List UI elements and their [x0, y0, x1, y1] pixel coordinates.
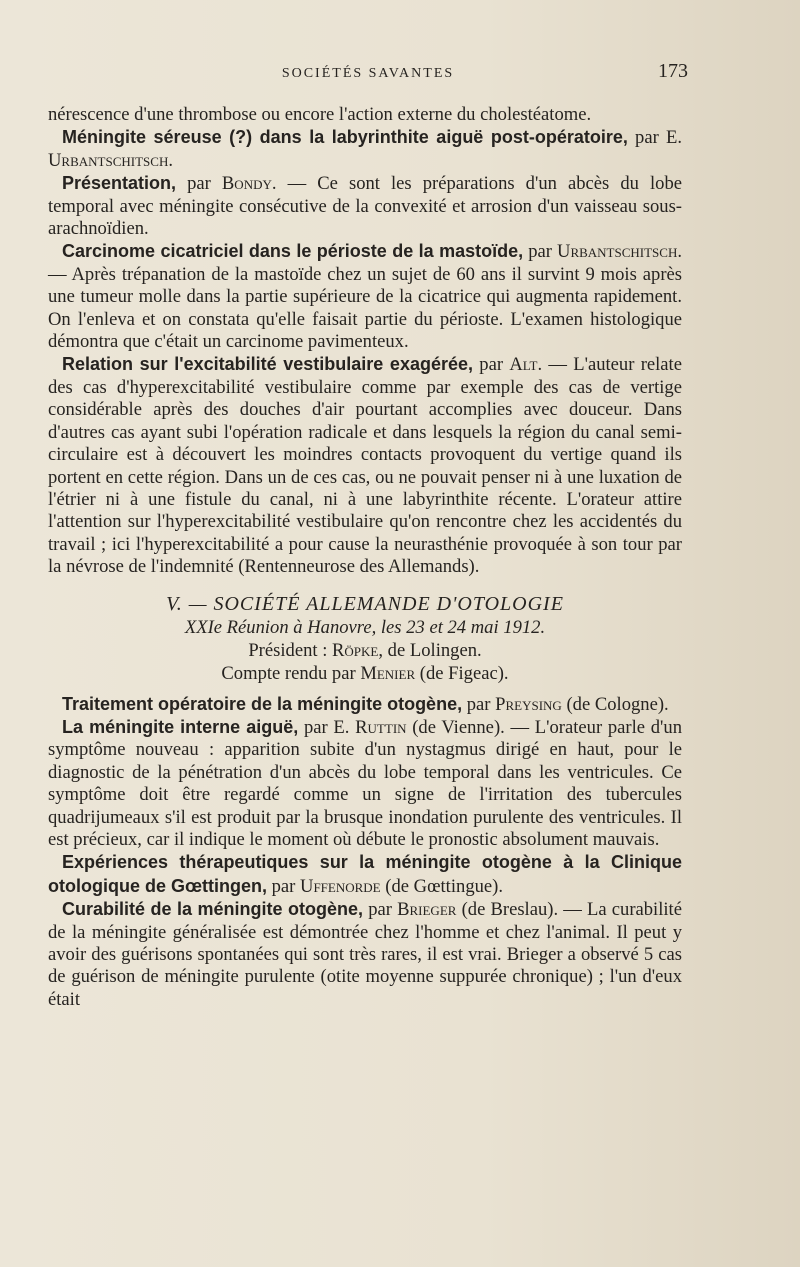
author-name: Bondy — [221, 173, 272, 195]
author-name: Urbantschitsch — [557, 241, 678, 263]
page-body — [48, 104, 682, 1011]
author-name: Urbantschitsch — [48, 149, 169, 171]
author-name: Uffenorde — [300, 875, 381, 897]
paragraph-traitement-operatoire: Traitement opératoire de la méningite otogène, par Preysing (de Cologne). — [62, 693, 669, 715]
author-name: Brieger — [397, 899, 457, 921]
paragraph-meningite-sereuse: Méningite séreuse (?) dans la labyrinthite aiguë post-opératoire, par E. Urbantschitsch. — [48, 127, 682, 171]
report-line: Compte rendu par Menier (de Figeac). — [221, 662, 509, 684]
author-name: Preysing — [495, 693, 562, 715]
meeting-info: XXIe Réunion à Hanovre, les 23 et 24 mai 1912. — [184, 616, 546, 638]
entry-title: Relation sur l'excitabilité vestibulaire exagérée, — [62, 354, 473, 375]
section-heading: V. — SOCIÉTÉ ALLEMANDE D'OTOLOGIE — [166, 592, 564, 615]
entry-title: Carcinome cicatriciel dans le périoste de la mastoïde, — [62, 241, 524, 262]
page-number: 173 — [658, 60, 688, 82]
paragraph-presentation: Présentation, par Bondy. — Ce sont les préparations d'un abcès du lobe temporal avec méningite consécutive de la convexité et arrosion d'un vaisseau sous-arachnoïdien. — [48, 173, 683, 240]
running-title: SOCIÉTÉS SAVANTES — [281, 66, 455, 81]
paragraph-relation-excitabilite: Relation sur l'excitabilité vestibulaire exagérée, par Alt. — L'auteur relate des cas d'hyperexcitabilité vestibulaire comme par exemple des cas de vertige considérable après des douches d'air pourtant accomplies avec douceur. Dans d'autres cas ayant subi l'opération radicale et dans lesquels la région du canal semi-circulaire est à découvert les moindres contacts provoquent du vertige quand ils portent en cette région. Dans un de ces cas, ou ne pouvait penser ni à une luxation de l'étrier ni à une fistule du canal, ni à une labyrinthite récente. L'orateur attire l'attention sur l'hyperexcitabilité vestibulaire qu'on rencontre chez les accidentés du travail ; ici l'hyperexcitabilité a pour cause la neurasthénie provoquée à son tour par la névrose de l'indemnité (Rentenneurose des Allemands). — [48, 354, 682, 578]
author-name: Ruttin — [355, 716, 407, 738]
president-line: Président : Röpke, de Lolingen. — [248, 639, 482, 661]
entry-title: Expériences thérapeutiques sur la méningite otogène à la Clinique otologique de Gœttingen, — [48, 852, 682, 896]
entry-title: Traitement opératoire de la méningite otogène, — [62, 693, 463, 714]
section-heading-block — [48, 593, 682, 685]
paragraph-experiences-therapeutiques: Expériences thérapeutiques sur la méningite otogène à la Clinique otologique de Gœttingen, par Uffenorde (de Gœttingue). — [48, 852, 682, 897]
paragraph-continuation: nérescence d'une thrombose ou encore l'action externe du cholestéatome. — [48, 104, 592, 125]
page-header — [48, 60, 688, 90]
entry-title: Méningite séreuse (?) dans la labyrinthite aiguë post-opératoire, — [62, 127, 628, 148]
entry-title: La méningite interne aiguë, — [62, 716, 299, 737]
paragraph-curabilite: Curabilité de la méningite otogène, par Brieger (de Breslau). — La curabilité de la méningite généralisée est démontrée chez l'homme et chez l'animal. Il peut y avoir des guérisons spontanées qui sont très rares, il est vrai. Brieger a observé 5 cas de guérison de méningite purulente (otite moyenne suppurée chronique) ; l'un d'eux était — [48, 899, 682, 1010]
entry-title: Curabilité de la méningite otogène, — [62, 899, 364, 920]
entry-title: Présentation, — [62, 173, 177, 194]
paragraph-carcinome: Carcinome cicatriciel dans le périoste de la mastoïde, par Urbantschitsch. — Après trépanation de la mastoïde chez un sujet de 60 ans il survint 9 mois après une tumeur molle dans la partie supérieure de la cicatrice qui augmenta rapidement. On l'enleva et on constata qu'elle faisait partie du périoste. L'examen histologique démontra que c'était un carcinome pavimenteux. — [48, 241, 683, 353]
author-name: Alt — [509, 354, 538, 376]
paragraph-meningite-interne: La méningite interne aiguë, par E. Ruttin (de Vienne). — L'orateur parle d'un symptôme nouveau : apparition subite d'un nystagmus dirigé en haut, pour le diagnostic de la pénétration d'un abcès du lobe temporal dans les ventricules. Ce symptôme doit être regardé comme un signe de l'irritation des tubercules quadrijumeaux s'il est produit par la brusque inondation purulente des ventricules. Il est précieux, car il indique le moment où débute le pronostic absolument mauvais. — [48, 716, 682, 850]
